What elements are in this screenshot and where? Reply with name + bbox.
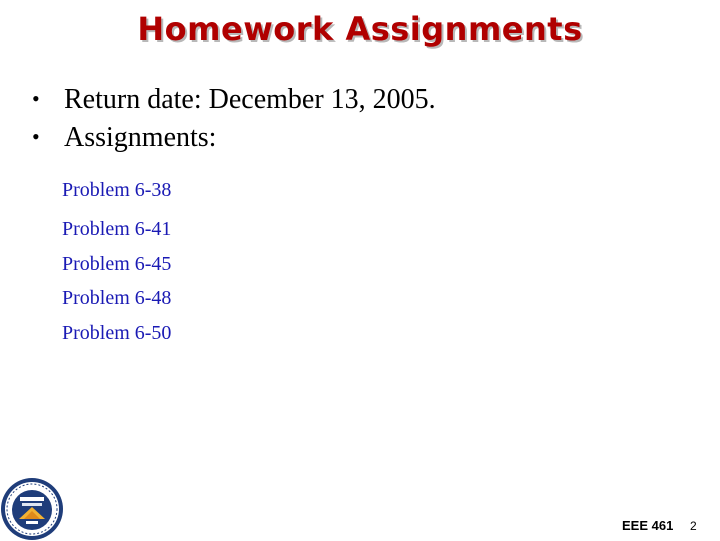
problem-item: Problem 6-50 <box>62 321 172 344</box>
page-number: 2 <box>690 519 697 533</box>
problem-item: Problem 6-48 <box>62 287 172 309</box>
seal-building-band <box>22 503 42 506</box>
bullet-dot: • <box>32 124 40 149</box>
university-seal-icon <box>0 477 64 541</box>
problem-item: Problem 6-45 <box>62 252 172 275</box>
bullet-item-return-date <box>32 80 436 118</box>
bullet-text: Assignments: <box>64 122 217 153</box>
problem-list <box>62 176 171 350</box>
problem-item: Problem 6-38 <box>62 179 172 201</box>
course-code: EEE 461 <box>622 518 674 533</box>
bullet-dot: • <box>32 86 40 111</box>
bullet-text: Return date: December 13, 2005. <box>64 84 436 115</box>
bullet-item-assignments <box>32 118 436 156</box>
seal-base <box>26 521 38 524</box>
slide-title: Homework Assignments <box>137 10 583 48</box>
seal-building-roof <box>20 497 44 501</box>
problem-item: Problem 6-41 <box>62 218 172 240</box>
bullet-list <box>32 80 436 156</box>
